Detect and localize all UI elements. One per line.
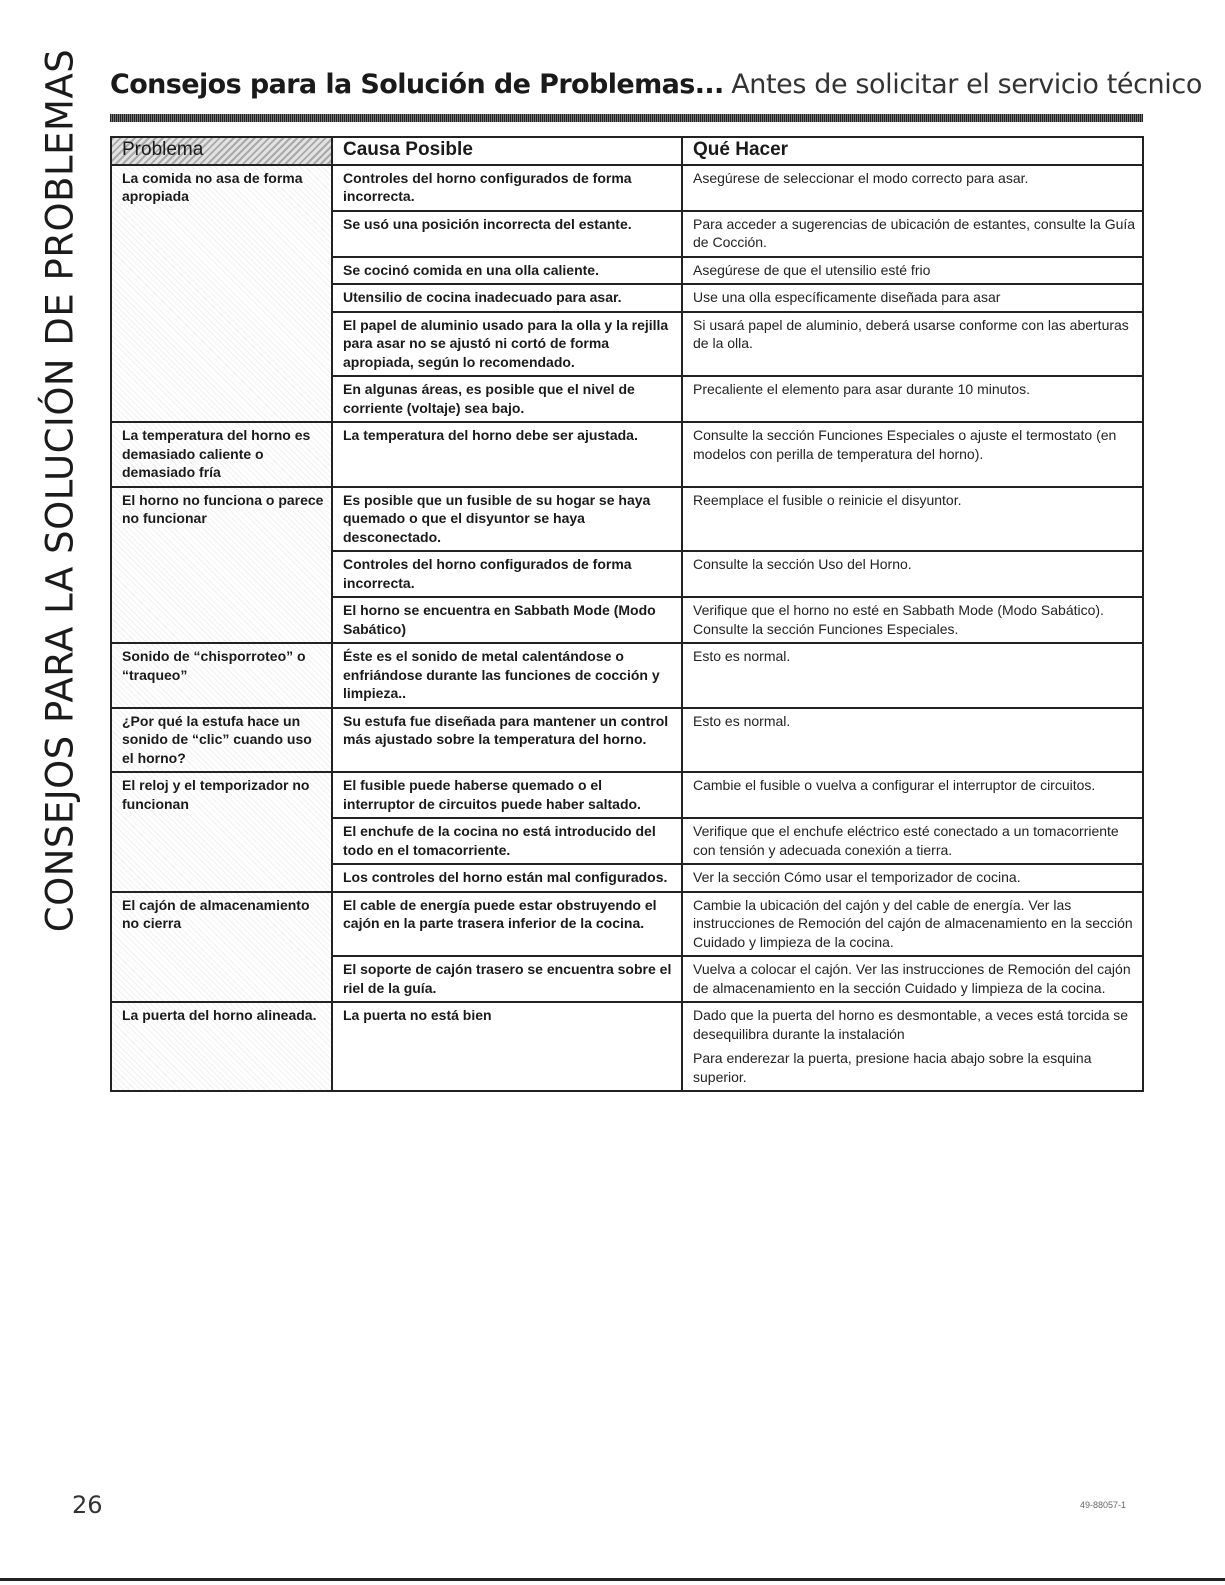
problem-cell: El cajón de almacenamiento no cierra <box>111 892 332 1003</box>
document-code: 49-88057-1 <box>1080 1500 1127 1510</box>
fix-cell: Consulte la sección Uso del Horno. <box>682 551 1143 597</box>
fix-cell: Use una olla específicamente diseñada para asar <box>682 284 1143 312</box>
header-rule <box>110 114 1143 122</box>
fix-cell: Si usará papel de aluminio, deberá usarse conforme con las aberturas de la olla. <box>682 312 1143 377</box>
side-section-title <box>30 45 90 935</box>
problem-cell: La temperatura del horno es demasiado caliente o demasiado fría <box>111 422 332 487</box>
cause-cell: El enchufe de la cocina no está introducido del todo en el tomacorriente. <box>332 818 682 864</box>
page-title-main: Consejos para la Solución de Problemas... <box>110 69 724 100</box>
table-header-row <box>111 137 1143 165</box>
fix-paragraph: Dado que la puerta del horno es desmontable, a veces está torcida se desequilibra durante la instalación <box>693 1007 1129 1042</box>
problem-cell: El reloj y el temporizador no funcionan <box>111 772 332 892</box>
column-header-problem: Problema <box>111 137 332 165</box>
page-number: 26 <box>72 1491 103 1519</box>
problem-cell: La puerta del horno alineada. <box>111 1002 332 1091</box>
cause-cell: Éste es el sonido de metal calentándose o enfriándose durante las funciones de cocción y limpieza.. <box>332 643 682 708</box>
fix-cell: Verifique que el enchufe eléctrico esté conectado a un tomacorriente con tensión y adecuada conexión a tierra. <box>682 818 1143 864</box>
fix-cell: Vuelva a colocar el cajón. Ver las instrucciones de Remoción del cajón de almacenamiento en la sección Cuidado y limpieza de la cocina. <box>682 956 1143 1002</box>
fix-cell: Cambie la ubicación del cajón y del cable de energía. Ver las instrucciones de Remoción del cajón de almacenamiento en la sección Cuidado y limpieza de la cocina. <box>682 892 1143 957</box>
table-row <box>111 487 1143 552</box>
table-row <box>111 643 1143 708</box>
column-header-fix: Qué Hacer <box>682 137 1143 165</box>
cause-cell: Su estufa fue diseñada para mantener un control más ajustado sobre la temperatura del horno. <box>332 708 682 773</box>
fix-cell: Consulte la sección Funciones Especiales o ajuste el termostato (en modelos con perilla de temperatura del horno). <box>682 422 1143 487</box>
bottom-rule <box>0 1578 1225 1581</box>
fix-cell: Asegúrese de seleccionar el modo correcto para asar. <box>682 165 1143 211</box>
page-title-subtitle: Antes de solicitar el servicio técnico <box>731 69 1202 100</box>
troubleshooting-table <box>110 136 1144 1092</box>
cause-cell: Es posible que un fusible de su hogar se haya quemado o que el disyuntor se haya desconectado. <box>332 487 682 552</box>
table-row <box>111 708 1143 773</box>
column-header-cause: Causa Posible <box>332 137 682 165</box>
cause-cell: La temperatura del horno debe ser ajustada. <box>332 422 682 487</box>
fix-cell: Esto es normal. <box>682 708 1143 773</box>
cause-cell: El fusible puede haberse quemado o el interruptor de circuitos puede haber saltado. <box>332 772 682 818</box>
cause-cell: En algunas áreas, es posible que el nivel de corriente (voltaje) sea bajo. <box>332 376 682 422</box>
cause-cell: La puerta no está bien <box>332 1002 682 1091</box>
cause-cell: Los controles del horno están mal configurados. <box>332 864 682 892</box>
problem-cell: Sonido de “chisporroteo” o “traqueo” <box>111 643 332 708</box>
fix-cell: Reemplace el fusible o reinicie el disyuntor. <box>682 487 1143 552</box>
table-row <box>111 1002 1143 1091</box>
fix-paragraph: Para enderezar la puerta, presione hacia abajo sobre la esquina superior. <box>693 1050 1092 1085</box>
table-row <box>111 165 1143 211</box>
problem-cell: ¿Por qué la estufa hace un sonido de “clic” cuando uso el horno? <box>111 708 332 773</box>
page-title <box>110 66 1202 103</box>
cause-cell: Utensilio de cocina inadecuado para asar. <box>332 284 682 312</box>
fix-cell <box>682 1002 1143 1091</box>
cause-cell: Se cocinó comida en una olla caliente. <box>332 257 682 285</box>
fix-cell: Para acceder a sugerencias de ubicación de estantes, consulte la Guía de Cocción. <box>682 211 1143 257</box>
cause-cell: Controles del horno configurados de forma incorrecta. <box>332 551 682 597</box>
cause-cell: El cable de energía puede estar obstruyendo el cajón en la parte trasera inferior de la cocina. <box>332 892 682 957</box>
cause-cell: El papel de aluminio usado para la olla y la rejilla para asar no se ajustó ni cortó de forma apropiada, según lo recomendado. <box>332 312 682 377</box>
problem-cell: El horno no funciona o parece no funcionar <box>111 487 332 644</box>
fix-cell: Verifique que el horno no esté en Sabbath Mode (Modo Sabático). Consulte la sección Funciones Especiales. <box>682 597 1143 643</box>
table-row <box>111 892 1143 957</box>
fix-cell: Ver la sección Cómo usar el temporizador de cocina. <box>682 864 1143 892</box>
problem-cell: La comida no asa de forma apropiada <box>111 165 332 423</box>
cause-cell: El soporte de cajón trasero se encuentra sobre el riel de la guía. <box>332 956 682 1002</box>
fix-cell: Cambie el fusible o vuelva a configurar el interruptor de circuitos. <box>682 772 1143 818</box>
table-row <box>111 772 1143 818</box>
table-row <box>111 422 1143 487</box>
cause-cell: Controles del horno configurados de forma incorrecta. <box>332 165 682 211</box>
side-section-title-text: CONSEJOS PARA LA SOLUCIÓN DE PROBLEMAS <box>38 48 82 932</box>
cause-cell: El horno se encuentra en Sabbath Mode (Modo Sabático) <box>332 597 682 643</box>
fix-cell: Asegúrese de que el utensilio esté frio <box>682 257 1143 285</box>
fix-cell: Esto es normal. <box>682 643 1143 708</box>
cause-cell: Se usó una posición incorrecta del estante. <box>332 211 682 257</box>
fix-cell: Precaliente el elemento para asar durante 10 minutos. <box>682 376 1143 422</box>
